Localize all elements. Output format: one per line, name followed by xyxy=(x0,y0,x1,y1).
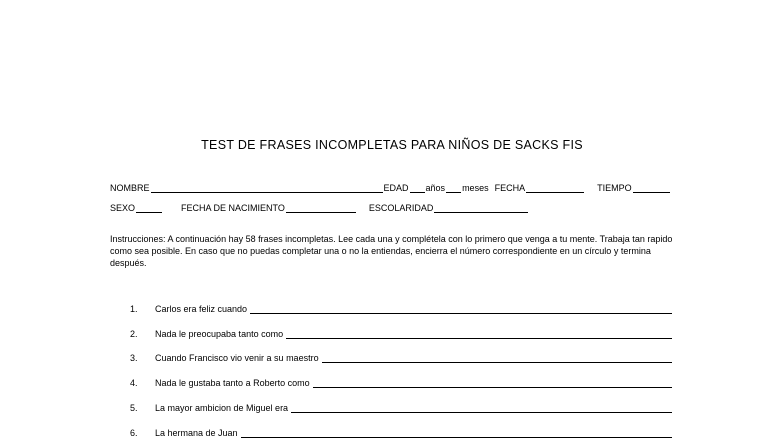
sentence-item xyxy=(130,329,672,339)
header-row-2 xyxy=(110,203,529,213)
item-number: 5. xyxy=(130,403,138,413)
sentence-item xyxy=(130,353,672,363)
document-title: TEST DE FRASES INCOMPLETAS PARA NIÑOS DE SACKS FIS xyxy=(201,138,583,152)
label-fecha: FECHA xyxy=(494,183,526,193)
sentence-item xyxy=(130,428,672,438)
sexo-field[interactable] xyxy=(136,203,162,213)
sentence-item xyxy=(130,403,672,413)
escolaridad-field[interactable] xyxy=(434,203,528,213)
item-number: 1. xyxy=(130,304,138,314)
item-text: Cuando Francisco vio venir a su maestro xyxy=(155,353,319,363)
instructions-text: Instrucciones: A continuación hay 58 frases incompletas. Lee cada una y complétela con lo primero que venga a tu mente. Trabaja tan rapido como sea posible. En caso que no puedas completar una o no la entiendas, encierra el número correspondiente en un círculo y termina después. xyxy=(110,234,673,268)
item-text: Nada le preocupaba tanto como xyxy=(155,329,284,339)
answer-line[interactable] xyxy=(250,304,672,314)
answer-line[interactable] xyxy=(241,428,672,438)
label-meses: meses xyxy=(462,183,489,193)
item-text: Nada le gustaba tanto a Roberto como xyxy=(155,378,310,388)
item-text: Carlos era feliz cuando xyxy=(155,304,248,314)
nombre-field[interactable] xyxy=(151,183,383,193)
item-text: La mayor ambicion de Miguel era xyxy=(155,403,289,413)
label-anos: años xyxy=(425,183,446,193)
item-number: 3. xyxy=(130,353,138,363)
label-fecha-nacimiento: FECHA DE NACIMIENTO xyxy=(181,203,285,213)
answer-line[interactable] xyxy=(313,378,672,388)
fecha-nacimiento-field[interactable] xyxy=(286,203,356,213)
label-nombre: NOMBRE xyxy=(110,183,150,193)
answer-line[interactable] xyxy=(291,403,672,413)
header-row-1 xyxy=(110,183,671,193)
item-number: 2. xyxy=(130,329,138,339)
fecha-field[interactable] xyxy=(526,183,584,193)
label-tiempo: TIEMPO xyxy=(597,183,632,193)
item-number: 4. xyxy=(130,378,138,388)
tiempo-field[interactable] xyxy=(633,183,670,193)
edad-anos-field[interactable] xyxy=(410,183,425,193)
label-escolaridad: ESCOLARIDAD xyxy=(368,203,434,213)
item-text: La hermana de Juan xyxy=(155,428,238,438)
answer-line[interactable] xyxy=(286,329,672,339)
sentence-item xyxy=(130,304,672,314)
label-sexo: SEXO xyxy=(110,203,136,213)
sentence-item xyxy=(130,378,672,388)
answer-line[interactable] xyxy=(322,353,672,363)
label-edad: EDAD xyxy=(383,183,409,193)
item-number: 6. xyxy=(130,428,138,438)
edad-meses-field[interactable] xyxy=(446,183,461,193)
